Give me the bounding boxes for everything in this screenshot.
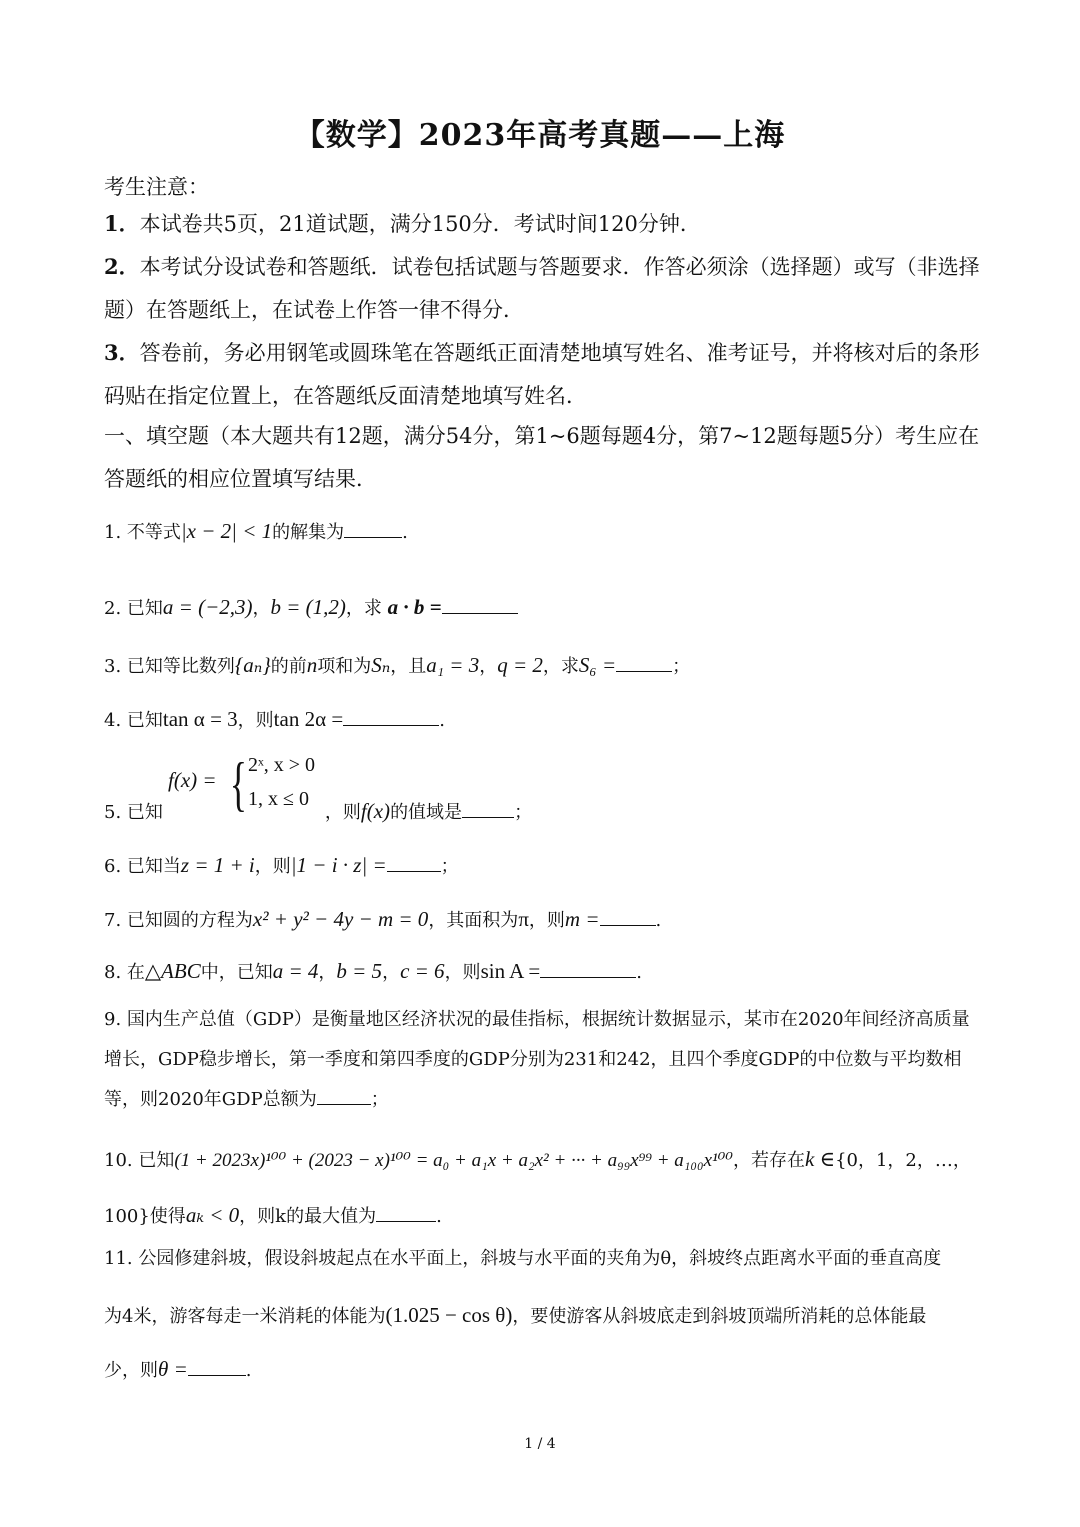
page-title: 【数学】2023年高考真题——上海 bbox=[294, 118, 786, 153]
piecewise-function: f(x) = { 2ˣ, x > 0 1, x ≤ 0 bbox=[168, 751, 316, 817]
answer-blank bbox=[616, 651, 672, 672]
notice-heading: 考生注意： bbox=[104, 175, 209, 199]
vector-a: a = (−2,3) bbox=[162, 595, 253, 619]
section-heading: 一、填空题（本大题共有12题，满分54分，第1~6题每题4分，第7~12题每题5分）考生应在答题纸的相应位置填写结果． bbox=[104, 424, 980, 491]
question-11: 11. 公园修建斜坡，假设斜坡起点在水平面上，斜坡与水平面的夹角为θ，斜坡终点距离水平面的垂直高度 bbox=[104, 1248, 942, 1269]
notice-item-3: 3．答卷前，务必用钢笔或圆珠笔在答题纸正面清楚地填写姓名、准考证号，并将核对后的条形码贴在指定位置上，在答题纸反面清楚地填写姓名． bbox=[104, 340, 980, 408]
math-expr: |x − 2| < 1 bbox=[180, 519, 273, 543]
question-10: 10. 已知(1 + 2023x)¹⁰⁰ + (2023 − x)¹⁰⁰ = a₀ + a₁x + a₂x² + ··· + a₉₉x⁹⁹ + a₁₀₀x¹⁰⁰，若存在k ∈{0，1，2，…， bbox=[104, 1147, 971, 1171]
question-3: 3. 已知等比数列{aₙ}的前n项和为Sₙ，且a₁ = 3，q = 2，求S₆ = ； bbox=[104, 653, 691, 677]
question-1: 1. 不等式|x − 2| < 1的解集为 . bbox=[104, 519, 408, 543]
question-7: 7. 已知圆的方程为x² + y² − 4y − m = 0，其面积为π，则m = . bbox=[104, 907, 662, 931]
answer-blank bbox=[600, 905, 656, 926]
answer-blank bbox=[343, 705, 439, 726]
page-number: 1 / 4 bbox=[524, 1436, 556, 1452]
answer-blank bbox=[317, 1084, 371, 1105]
answer-blank bbox=[188, 1355, 246, 1376]
dot-product: a · b = bbox=[387, 595, 442, 619]
answer-blank bbox=[376, 1201, 436, 1222]
vector-b: b = (1,2) bbox=[270, 595, 346, 619]
question-2: 2. 已知a = (−2,3)，b = (1,2)，求 a · b = bbox=[104, 592, 980, 624]
notice-item-2: 2．本考试分设试卷和答题纸．试卷包括试题与答题要求．作答必须涂（选择题）或写（非选择题）在答题纸上，在试卷上作答一律不得分． bbox=[104, 254, 980, 322]
answer-blank bbox=[462, 797, 514, 818]
question-9: 9. 国内生产总值（GDP）是衡量地区经济状况的最佳指标，根据统计数据显示，某市在2020年间经济高质量增长，GDP稳步增长，第一季度和第四季度的GDP分别为231和242，且四个季度GDP的中位数与平均数相等，则2020年GDP总额为 ； bbox=[104, 1009, 970, 1110]
question-11-line-3: 少，则θ = . bbox=[104, 1357, 252, 1381]
question-6: 6. 已知当z = 1 + i，则|1 − i · z| = ； bbox=[104, 853, 459, 877]
question-11-line-2: 为4米，游客每走一米消耗的体能为(1.025 − cos θ)，要使游客从斜坡底走到斜坡顶端所消耗的总体能最 bbox=[104, 1303, 927, 1327]
question-4: 4. 已知tan α = 3，则tan 2α = . bbox=[104, 707, 445, 731]
answer-blank bbox=[387, 851, 441, 872]
answer-blank bbox=[540, 957, 636, 978]
answer-blank bbox=[344, 517, 402, 538]
answer-blank bbox=[442, 593, 518, 614]
question-10-line-2: 100}使得aₖ < 0，则k的最大值为 . bbox=[104, 1203, 442, 1227]
question-5: 5. 已知 ，则f(x)的值域是 ； bbox=[104, 799, 533, 823]
notice-item-1: 1．本试卷共5页，21道试题，满分150分．考试时间120分钟． bbox=[104, 211, 701, 236]
question-8: 8. 在△ABC中，已知a = 4，b = 5，c = 6，则sin A = . bbox=[104, 959, 642, 983]
